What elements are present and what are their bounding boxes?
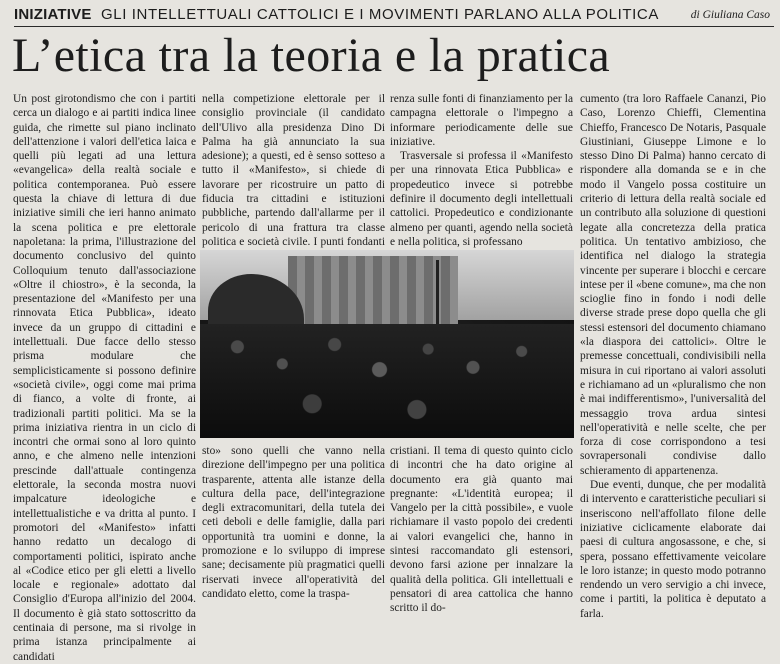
byline: di Giuliana Caso	[690, 9, 770, 21]
column-3-bottom	[390, 444, 573, 615]
paragraph: renza sulle fonti di finanziamento per la campagna elettorale o l'impegno a informare periodicamente delle sue iniziative.	[390, 93, 573, 148]
crowd-photo	[200, 250, 574, 438]
paragraph: cristiani. Il tema di questo quinto ciclo di incontri che ha dato origine al documento era già quanto mai pregnante: «L'identità europea; il Vangelo per la città possibile», e vuole richiamare il vasto popolo dei credenti ai valori evangelici che, hanno in sintesi raccomandato gli estensori, devono farsi azione per innalzare la qualità della politica. Gli intellettuali e pensatori di area cattolica che hanno scritto il do-	[390, 445, 573, 615]
paragraph: Un post girotondismo che con i partiti cerca un dialogo e ai partiti indica linee guida, che rimette sul piano inclinato dell'attenzione i valori dell'etica laica e quelli più legati ad una lettura «evangelica» della realtà sociale e politica contemporanea. Può essere questa la chiave di lettura di due iniziative simili che ieri hanno animato la scena politica e pre elettorale napoletana: la prima, l'illustrazione del documento conclusivo del quinto Colloquium tenuto dall'associazione «Oltre il chiostro», è la seconda, la presentazione del «Manifesto per una rinnovata Etica Pubblica», ideato invece da un gruppo di cittadini e intellettuali. Due facce dello stesso prisma modulare che semplicisticamente si possono definire «società civile», oggi come mai prima di fianco, a volte di fronte, ai tradizionali partiti politici. Ma se la prima iniziativa rientra in un ciclo di incontri che ormai sono al loro quinto anno, e che almeno nelle intenzioni prescinde dall'attuale contingenza elettorale, la seconda mostra nuovi impalcature ideologiche e intellettualistiche e va dritta al punto. I promotori del «Manifesto» infatti hanno redatto un decalogo di comportamenti politici, ispirato anche al «Codice etico per gli eletti a livello locale e regionale» adottato dal Consiglio d'Europa all'inizio del 2004. Il documento è già stato sottoscritto da centinaia di persone, ma si rivolge in prima istanza principalmente ai candidati	[13, 93, 196, 663]
photo-building	[288, 256, 458, 332]
kicker-line: GLI INTELLETTUALI CATTOLICI E I MOVIMENTI PARLANO ALLA POLITICA	[101, 6, 659, 23]
section-tag: INIZIATIVE	[14, 6, 92, 23]
photo-crowd	[200, 324, 574, 438]
paragraph: cumento (tra loro Raffaele Cananzi, Pio Caso, Lorenzo Chieffi, Clementina Chieffo, Francesco De Notaris, Pasquale Giustiniani, Giuseppe Limone e lo stesso Dino Di Palma) hanno cercato di rispondere alla domanda se e in che modo il Vangelo possa costituire un criterio di lettura della realtà sociale ed un contributo alla soluzione di questioni legate alla concretezza della pratica politica. Un tentativo ambizioso, che identifica nel dialogo la strategia vincente per superare i blocchi e cercare intese per il «bene comune», ma che non scioglie fino in fondo i nodi delle diverse strade prese dopo quella che gli stessi estensori del documento chiamano «la diaspora dei cattolici». Oltre le premesse concettuali, condivisibili nella misura in cui riportano ai valori assoluti e richiamano ad un «pluralismo che non è mai indifferentismo», l'universalità del messaggio trova ardua sintesi nell'operatività e nelle scelte, che per forza di cose corrispondono a tesi sovrapersonali condivise dallo schieramento di appartenenza.	[580, 93, 766, 477]
kicker-row	[14, 6, 774, 27]
paragraph: nella competizione elettorale per il consiglio provinciale (il candidato dell'Ulivo alla presidenza Dino Di Palma ha già annunciato la sua adesione); a questi, ed è senso sotteso a tutto il «Manifesto», si chiede di lavorare per ricostruire un patto di fiducia tra cittadini e istituzioni pubbliche, partendo dall'allarme per il pericolo di una frattura tra classe politica e società civile. I punti fondanti	[202, 93, 385, 248]
column-4	[580, 92, 766, 620]
paragraph: Trasversale si professa il «Manifesto per una rinnovata Etica Pubblica» e propedeutico invece si potrebbe definire il documento degli intellettuali cattolici. Propedeutico e condizionante almeno per quanti, agendo nella società e nella politica, si professano	[390, 150, 573, 248]
headline: L’etica tra la teoria e la pratica	[12, 29, 611, 82]
column-1	[13, 92, 196, 663]
column-2-top	[202, 92, 385, 248]
paragraph: Due eventi, dunque, che per modalità di intervento e caratteristiche peculiari si inseriscono nell'affollato filone delle iniziative ciclicamente elaborate dai paesi di cultura angosassone, e che, si spera, possano effettivamente veicolare le loro istanze; in questo modo potranno rendendo un vero servigio a chi invece, come i partiti, la politica è deputato a farla.	[580, 479, 766, 620]
column-2-bottom	[202, 444, 385, 602]
paragraph: sto» sono quelli che vanno nella direzione dell'impegno per una politica trasparente, attenta alle istanze della cultura della pace, dell'integrazione degli extracomunitari, della tutela dei ceti deboli e delle famiglie, dalla pari opportunità tra uomini e donne, la promozione e lo sviluppo di imprese sane; decisamente più pragmatici quelli riservati invece all'operatività del candidato eletto, come la traspa-	[202, 445, 385, 600]
column-3-top	[390, 92, 573, 248]
